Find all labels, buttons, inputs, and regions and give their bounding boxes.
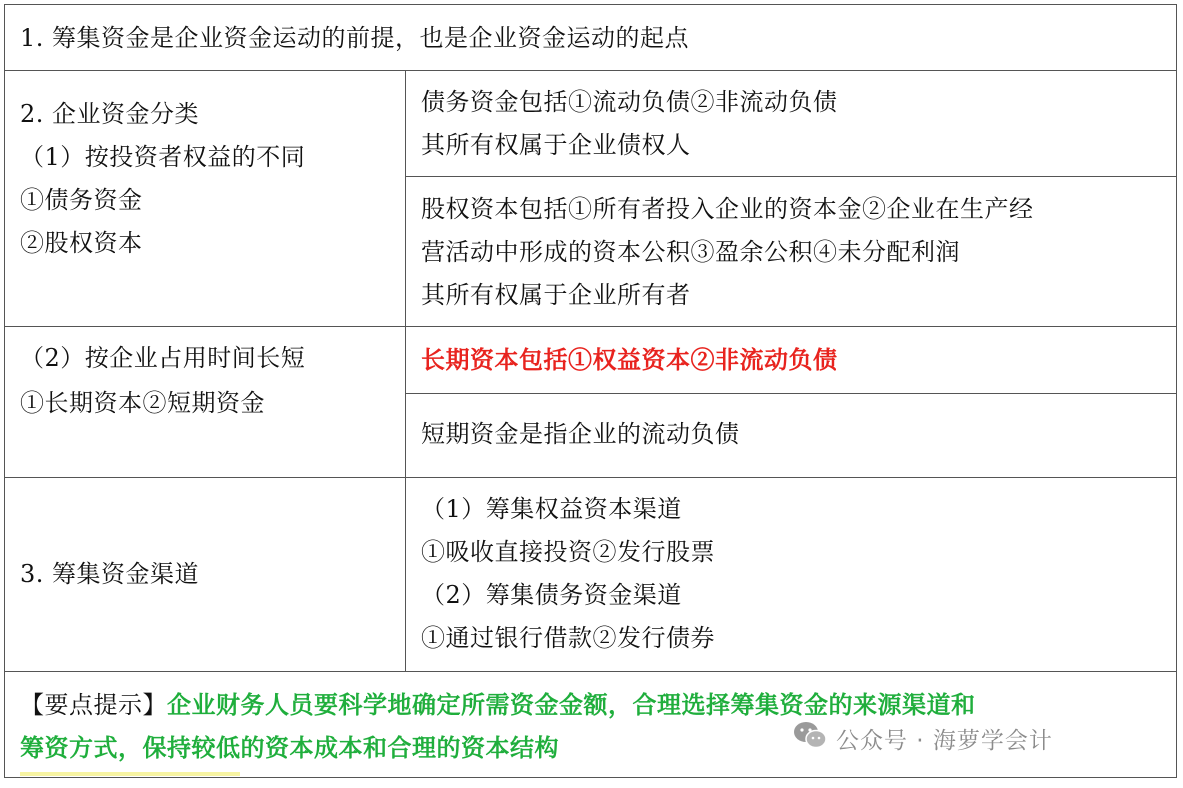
equity-capital-desc-2: 营活动中形成的资本公积③盈余公积④未分配利润 <box>421 238 960 266</box>
watermark <box>792 718 1053 758</box>
cell-divider <box>405 393 1177 394</box>
key-tip-prefix: 【要点提示】 <box>20 691 167 719</box>
short-term-funds-desc: 短期资金是指企业的流动负债 <box>421 420 740 448</box>
debt-funds-desc: 债务资金包括①流动负债②非流动负债 <box>421 88 838 116</box>
key-tip-highlight: 企业财务人员要科学地确定所需资金金额，合理选择筹集资金的来源渠道和 <box>167 690 976 719</box>
time-classification-items: ①长期资本②短期资金 <box>20 389 265 417</box>
equity-capital-desc-1: 股权资本包括①所有者投入企业的资本金②企业在生产经 <box>421 195 1034 223</box>
classification-sub: （1）按投资者权益的不同 <box>20 143 306 171</box>
equity-capital-owner: 其所有权属于企业所有者 <box>421 281 691 309</box>
row-divider <box>4 70 1177 71</box>
highlight-mark <box>20 772 240 776</box>
wechat-icon <box>792 720 836 756</box>
long-term-capital-desc: 长期资本包括①权益资本②非流动负债 <box>421 345 838 374</box>
debt-funds-owner: 其所有权属于企业债权人 <box>421 131 691 159</box>
equity-capital-item: ②股权资本 <box>20 229 143 257</box>
row1-text: 1. 筹集资金是企业资金运动的前提，也是企业资金运动的起点 <box>20 24 690 52</box>
row-divider <box>4 326 1177 327</box>
watermark-text: 公众号 · 海萝学会计 <box>836 727 1053 754</box>
funding-channels-title: 3. 筹集资金渠道 <box>20 560 200 588</box>
equity-channels-title: （1）筹集权益资本渠道 <box>421 495 682 523</box>
debt-channels-items: ①通过银行借款②发行债券 <box>421 624 715 652</box>
key-tip-line-2: 筹资方式，保持较低的资本成本和合理的资本结构 <box>20 733 559 762</box>
classification-title: 2. 企业资金分类 <box>20 100 200 128</box>
cell-divider <box>405 176 1177 177</box>
equity-channels-items: ①吸收直接投资②发行股票 <box>421 538 715 566</box>
row-divider <box>4 671 1177 672</box>
column-divider <box>405 70 406 671</box>
debt-funds-item: ①债务资金 <box>20 186 143 214</box>
time-classification-title: （2）按企业占用时间长短 <box>20 344 306 372</box>
debt-channels-title: （2）筹集债务资金渠道 <box>421 581 682 609</box>
row-divider <box>4 477 1177 478</box>
